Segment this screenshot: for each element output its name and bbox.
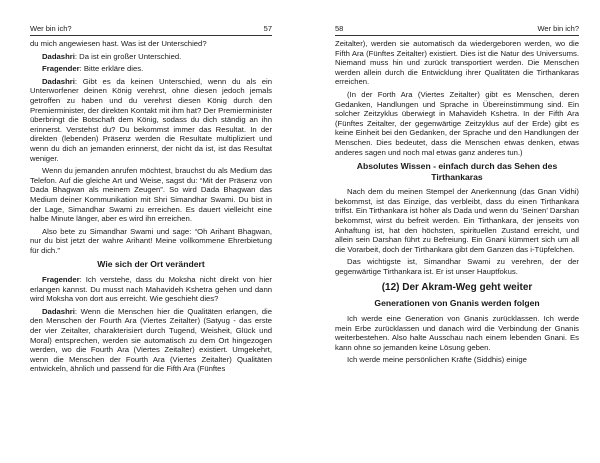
dialogue-text: : Bitte erkläre dies.: [79, 64, 144, 74]
section-heading: Generationen von Gnanis werden folgen: [374, 298, 540, 309]
dialogue-paragraph: [30, 307, 272, 374]
section-heading: Absolutes Wissen - einfach durch das Sehen des Tirthankaras: [356, 161, 558, 182]
paragraph: Wenn du jemanden anrufen möchtest, brauchst du als Medium das Telefon. Auf die gleiche Art und Weise, sagst du: “Mit der Präsenz von Dada Bhagwan als meinem Zeugen”. So wird Dada Bhagwan das Medium deiner Kommunikation mit Shri Simandhar Swami. Du bist in der Lage, Simandhar Swami zu erreichen. Es dauert vielleicht eine halbe Minute länger, aber es wird ihn erreichen.: [30, 166, 272, 224]
dialogue-paragraph: [30, 77, 272, 163]
running-title: Wer bin ich?: [30, 24, 72, 33]
dialogue-paragraph: [30, 64, 272, 74]
paragraph: du mich angewiesen hast. Was ist der Unterschied?: [30, 39, 207, 48]
dialogue-text: : Gibt es da keinen Unterschied, wenn du als ein Unterworfener deinen König verehrst, ohne diesen jedoch jemals getroffen zu haben und du verehrst diesen König durch den Premierminister, der direkten Kontakt mit ihm hat? Der Premierminister überbringt die Botschaft dem König, sodass du dich ständig an ihn erinnerst. Verstehst du? Du bekommst immer das Resultat. In der direkten (lebenden) Präsenz werden die Resultate multipliziert und wenn du dich an jemanden erinnerst, der nicht da ist, ist das Resultat weniger.: [30, 76, 272, 163]
right-page: [335, 0, 579, 463]
dialogue-text: : Wenn die Menschen hier die Qualitäten erlangen, die den Menschen der Fourth Ara (Viertes Zeitalter) (Satyug - das erste der vier Zeitalter, charakterisiert durch Tugend, Weisheit, Glück und Moral) entsprechen, werden sie automatisch zu dem Ort hingezogen werden, wo die Fourth Ara (Viertes Zeitalter) existiert. Umgekehrt, wenn die Menschen der Fourth Ara (Viertes Zeitalter) Qualitäten entwickeln, ähnlich und passend für die Fifth Ara (Fünftes: [30, 306, 272, 374]
speaker-label: Fragender: [42, 64, 80, 74]
chapter-heading: (12) Der Akram-Weg geht weiter: [381, 282, 533, 294]
dialogue-paragraph: [30, 275, 272, 304]
section-heading: Wie sich der Ort verändert: [97, 259, 205, 270]
page-body: [30, 39, 272, 463]
speaker-label: Dadashri: [42, 306, 75, 316]
running-title: Wer bin ich?: [537, 24, 579, 33]
paragraph: Ich werde meine persönlichen Kräfte (Siddhis) einige: [347, 355, 527, 365]
paragraph: Zeitalter), werden sie automatisch da wiedergeboren werden, wo die Fifth Ara (Fünftes Zeitalter) existiert. Dies ist die Natur des Universums. Niemand muss hin und zurück transportiert werden. Die Menschen werden allein durch die Entwicklung ihrer Qualitäten die Tirthankaras erreichen.: [335, 39, 579, 87]
speaker-label: Dadashri: [42, 76, 75, 86]
page-body: [335, 39, 579, 463]
paragraph: Nach dem du meinen Stempel der Anerkennung (das Gnan Vidhi) bekommst, ist das Einzige, das verbleibt, dass du einen Tirthankara triffst. Ein Tirthankara ist höher als Dada und wenn du ‘Seinen’ Darshan bekommst, wirst du befreit werden. Ein Tirthankara, der jenseits von Anhaftung ist, hat den höchsten, spirituellen Zustand erreicht, und allein sein Darshan führt zu Befreiung. Ein Gnani kümmert sich um all die Vorarbeit, doch der Tirthankara gibt dem Ganzen das i-Tüpfelchen.: [335, 187, 579, 254]
page-number: 57: [263, 24, 272, 33]
speaker-label: Fragender: [42, 274, 80, 284]
speaker-label: Dadashri: [42, 51, 75, 61]
dialogue-text: : Da ist ein großer Unterschied.: [74, 51, 182, 61]
page-header: [30, 23, 272, 36]
dialogue-text: : Ich verstehe, dass du Moksha nicht direkt von hier erlangen kannst. Du musst nach Mahavideh Kshetra gehen und dann wird Moksha von dort aus erreicht. Wie geschieht dies?: [30, 274, 272, 304]
paragraph: Das wichtigste ist, Simandhar Swami zu verehren, der der gegenwärtige Tirthankara ist. Er ist unser Hauptfokus.: [335, 257, 579, 276]
dialogue-paragraph: [30, 52, 272, 62]
page-header: [335, 23, 579, 36]
paragraph: Also bete zu Simandhar Swami und sage: “Oh Arihant Bhagwan, nur du bist jetzt der wahre Arihant! Meine vollkommene Ehrerbietung für dich.”: [30, 226, 272, 255]
page-number: 58: [335, 24, 344, 33]
paragraph: (In der Forth Ara (Viertes Zeitalter) gibt es Menschen, deren Gedanken, Handlungen und Sprache in Übereinstimmung sind. Ein solcher Zeitzyklus überwiegt in Mahavideh Kshetra. In der Fifth Ara (Fünftes Zeitalter, der gegenwärtige Zeitzyklus auf der Erde) gibt es keine Einheit bei den Gedanken, der Sprache und den Handlungen der Menschen. Dies bedeutet, dass die Menschen etwas denken, etwas anderes sagen und noch mal etwas ganz anderes tun.): [335, 89, 579, 157]
left-page: [30, 0, 272, 463]
paragraph: Ich werde eine Generation von Gnanis zurücklassen. Ich werde mein Erbe zurücklassen und danach wird die Verbindung der Gnanis weiterbestehen. Also halte Ausschau nach einem lebenden Gnani. Es kann ohne so jemanden keine Lösung geben.: [335, 313, 579, 352]
